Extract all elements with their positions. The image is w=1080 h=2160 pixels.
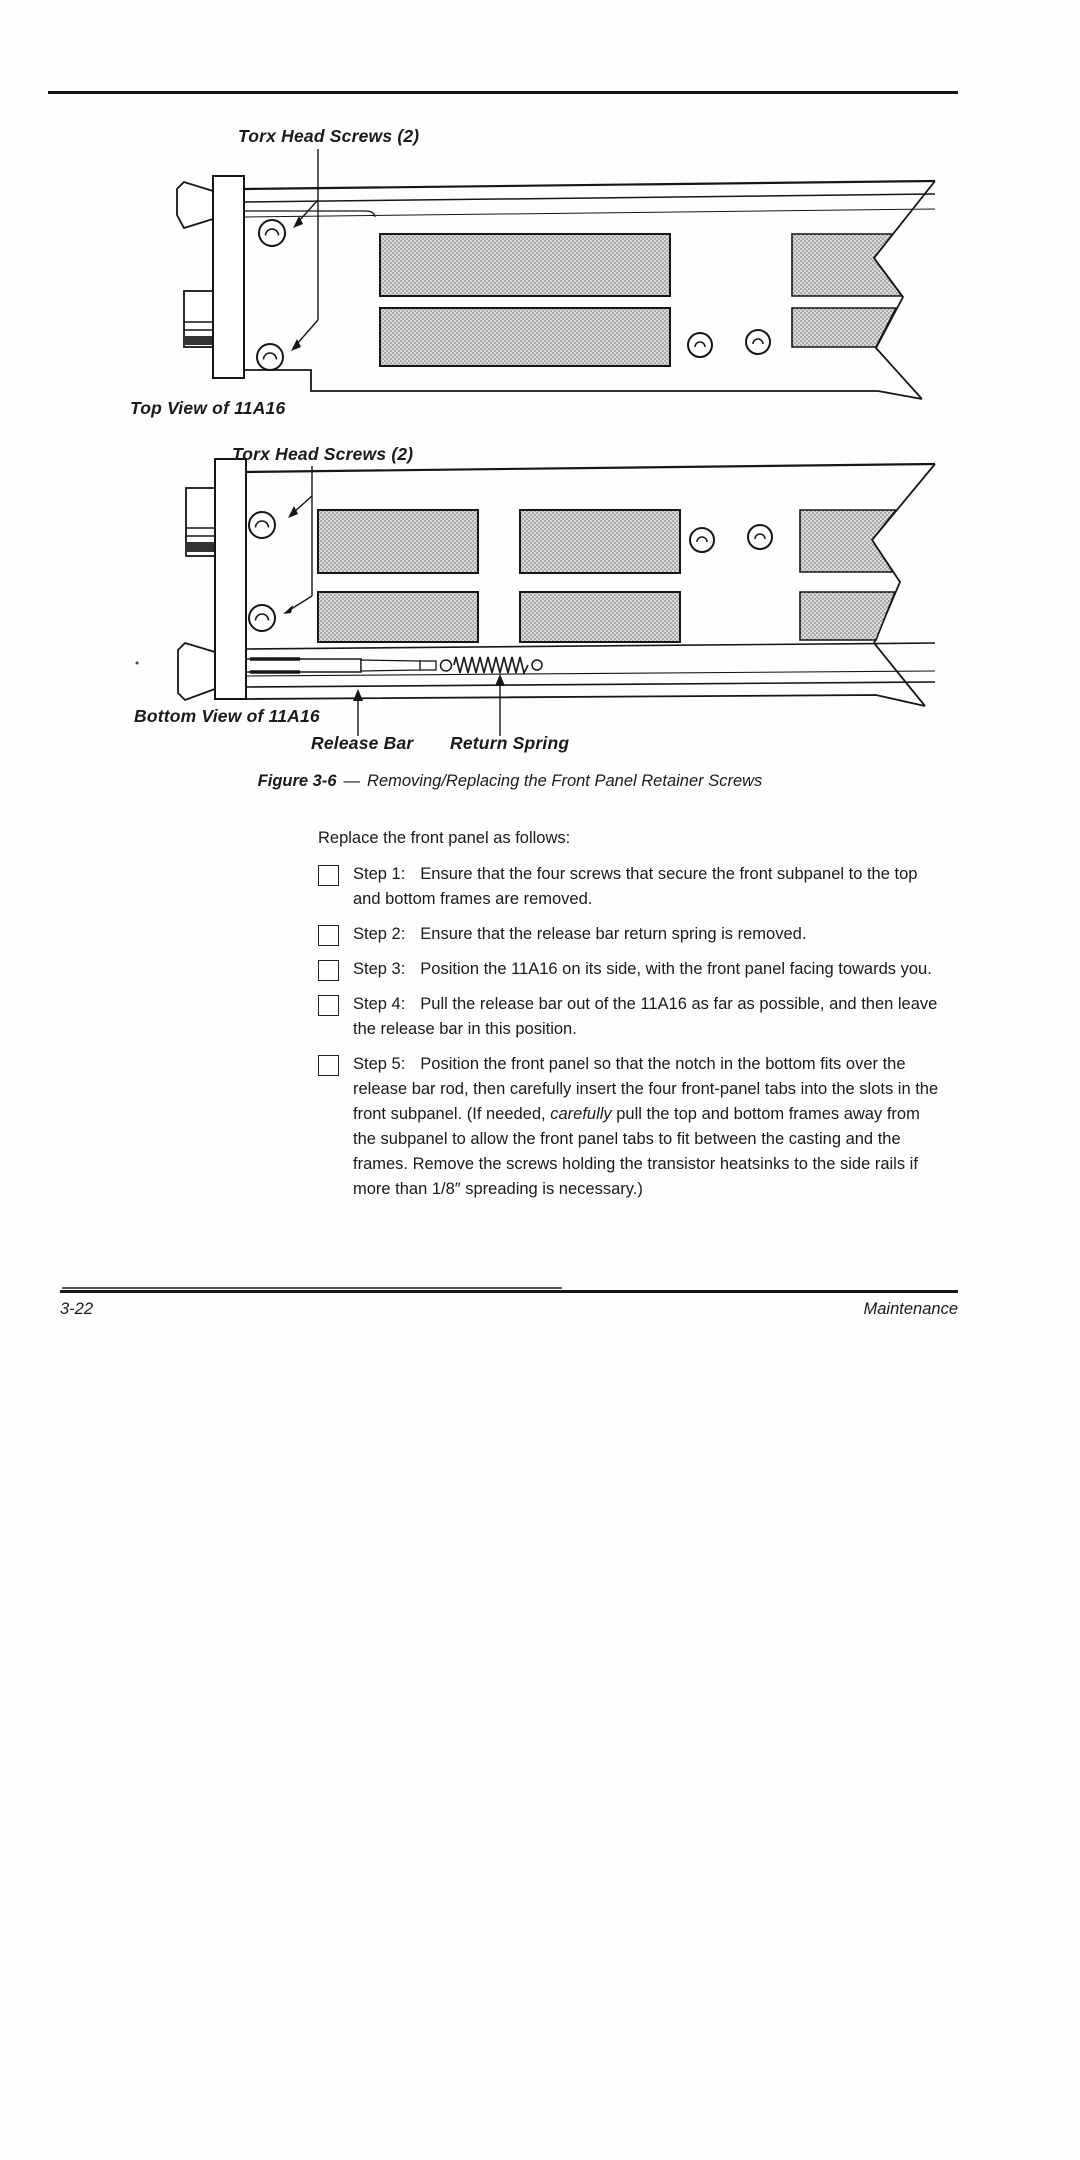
- front-subpanel: [213, 176, 244, 378]
- return-spring-label: Return Spring: [450, 733, 570, 753]
- step-text: Step 3: Position the 11A16 on its side, with the front panel facing towards you.: [353, 960, 932, 978]
- bottom-view-caption: Bottom View of 11A16: [134, 706, 320, 726]
- torx-screw: [249, 512, 275, 538]
- step-text: Step 1: Ensure that the four screws that secure the front subpanel to the top and bottom frames are removed.: [353, 865, 918, 908]
- top-view-caption: Top View of 11A16: [130, 398, 286, 418]
- heatsink-section: [800, 592, 895, 640]
- step-checkbox: [318, 995, 339, 1016]
- retainer-screw: [748, 525, 772, 549]
- footer-divider-artifact: [62, 1287, 562, 1289]
- step-label: Step 5:: [353, 1055, 406, 1073]
- leader-arrow: [288, 466, 312, 611]
- step-checkbox: [318, 960, 339, 981]
- footer-divider: [60, 1290, 958, 1293]
- step-item: [318, 957, 950, 982]
- vent-slot: [380, 308, 670, 366]
- torx-screw: [249, 605, 275, 631]
- step-checkbox: [318, 1055, 339, 1076]
- step-item: [318, 1052, 950, 1202]
- label-arrow: [358, 681, 500, 736]
- step-text: Step 2: Ensure that the release bar return spring is removed.: [353, 925, 807, 943]
- side-rail: [245, 464, 935, 472]
- torx-screw: [259, 220, 285, 246]
- front-subpanel: [215, 459, 246, 699]
- vent-slot: [520, 510, 680, 573]
- bottom-view-drawing: [136, 459, 936, 736]
- vent-slot: [318, 592, 478, 642]
- torx-screws-label-top: Torx Head Screws (2): [238, 126, 420, 146]
- side-rail: [244, 181, 935, 189]
- vent-slot: [318, 510, 478, 573]
- step-label: Step 2:: [353, 925, 406, 943]
- instructions-block: [318, 826, 950, 1212]
- step-label: Step 4:: [353, 995, 406, 1013]
- latch-knob: [178, 643, 215, 700]
- figure-caption-text: Removing/Replacing the Front Panel Retainer Screws: [367, 772, 763, 790]
- release-bar: [246, 659, 452, 672]
- vent-slot: [520, 592, 680, 642]
- step-item: [318, 862, 950, 912]
- figure-drawing: [0, 0, 1080, 760]
- step-text: Step 5: Position the front panel so that the notch in the bottom fits over the release bar rod, then carefully insert the four front-panel tabs into the slots in the front subpanel. (If needed, carefully pull the top and bottom frames away from the subpanel to allow the front panel tabs to fit between the casting and the frames. Remove the screws holding the transistor heatsinks to the side rails if more than 1/8″ spreading is necessary.): [353, 1055, 939, 1198]
- caption-dash: —: [343, 772, 361, 790]
- torx-screws-label-bottom: Torx Head Screws (2): [232, 444, 414, 464]
- section-title: Maintenance: [863, 1300, 958, 1318]
- spring-hook: [532, 660, 542, 670]
- steps-list: [318, 862, 950, 1202]
- vent-slot: [380, 234, 670, 296]
- figure-caption: [100, 772, 920, 791]
- instructions-intro: Replace the front panel as follows:: [318, 829, 571, 847]
- top-view-drawing: [177, 149, 935, 399]
- release-bar-label: Release Bar: [311, 733, 414, 753]
- leader-arrow: [296, 149, 318, 345]
- retainer-screw: [690, 528, 714, 552]
- step-checkbox: [318, 925, 339, 946]
- heatsink-section: [800, 510, 896, 572]
- return-spring: [454, 657, 528, 673]
- torx-screw: [257, 344, 283, 370]
- retainer-screw: [746, 330, 770, 354]
- step-item: [318, 922, 950, 947]
- step-label: Step 1:: [353, 865, 406, 883]
- latch-knob: [177, 182, 213, 228]
- step-label: Step 3:: [353, 960, 406, 978]
- figure-number: Figure 3-6: [257, 772, 337, 790]
- step-item: [318, 992, 950, 1042]
- scan-speck: [136, 662, 139, 665]
- step-checkbox: [318, 865, 339, 886]
- page-footer: [60, 1300, 958, 1319]
- page-number: 3-22: [60, 1300, 94, 1318]
- step-text: Step 4: Pull the release bar out of the 11A16 as far as possible, and then leave the release bar in this position.: [353, 995, 938, 1038]
- break-line: [872, 464, 935, 706]
- retainer-screw: [688, 333, 712, 357]
